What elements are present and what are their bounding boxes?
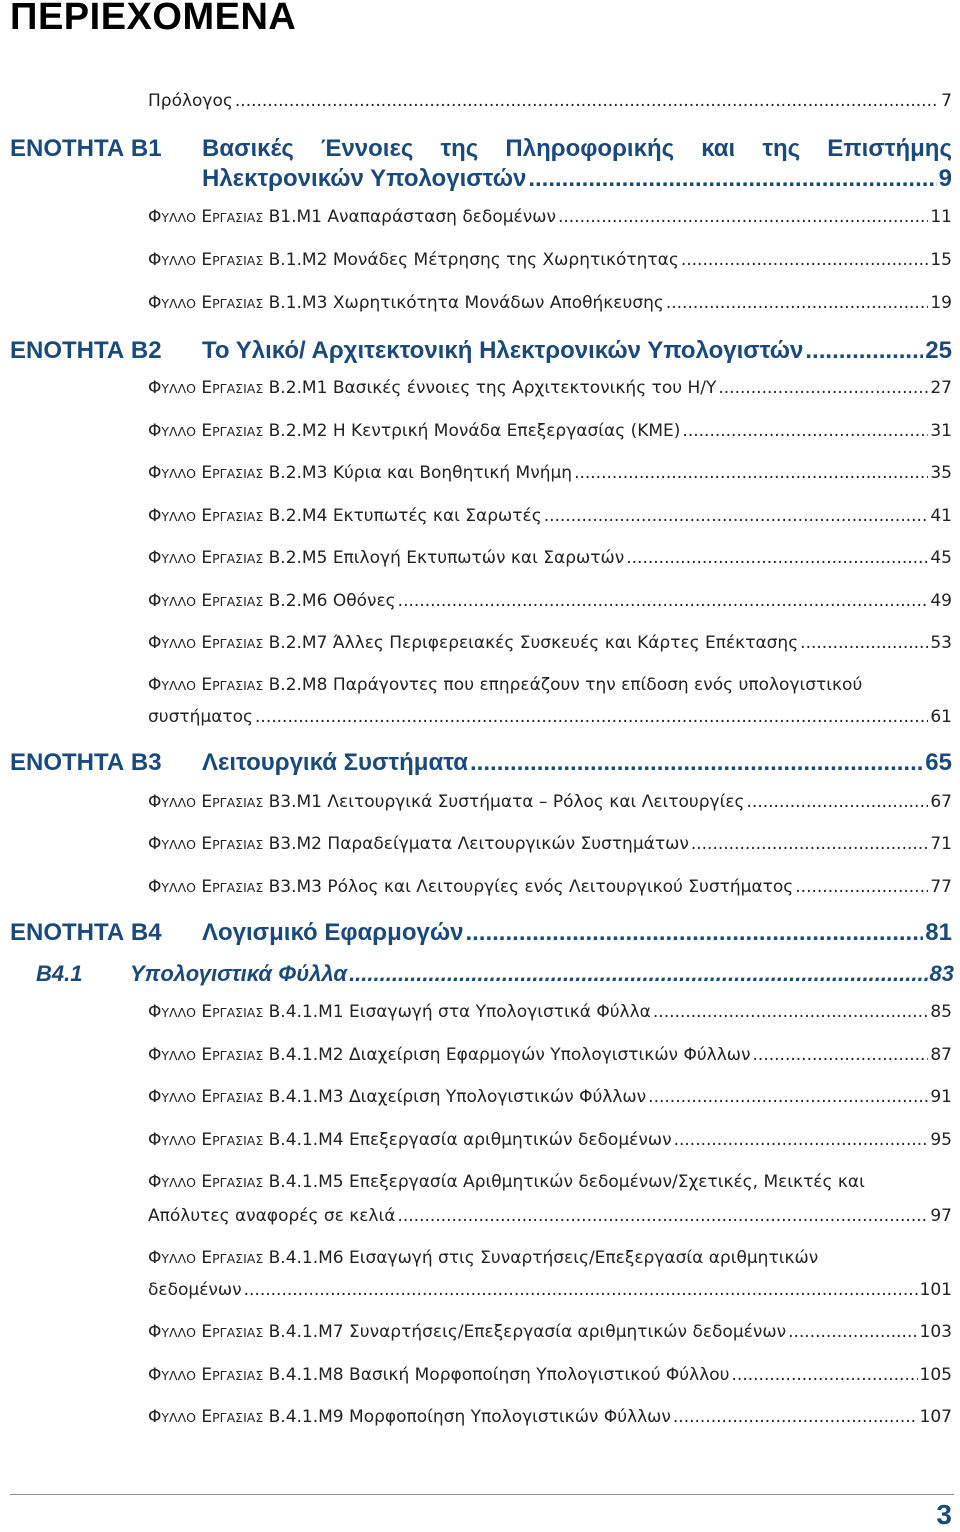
entry-page: 67	[930, 792, 952, 812]
leader-dots	[718, 377, 928, 399]
entry-page: 85	[930, 1002, 952, 1022]
entry-page: 61	[930, 707, 952, 727]
entry-title: Εκτυπωτές και Σαρωτές	[332, 506, 542, 526]
toc-entry-b1-m2[interactable]: ΦΥΛΛΟ ΕΡΓΑΣΙΑΣ Β.1.Μ2 Μονάδες Μέτρησης της Χωρητικότητας ..... 15	[148, 249, 952, 272]
section-title-line1: Βασικές Έννοιες της Πληροφορικής και της Επιστήμης	[202, 135, 952, 162]
entry-page: 19	[930, 293, 952, 313]
subsection-title: Υπολογιστικά Φύλλα	[130, 961, 348, 986]
entry-title: Συναρτήσεις/Επεξεργασία αριθμητικών δεδομένων	[349, 1322, 787, 1342]
entry-page: 71	[930, 834, 952, 854]
entry-title: Ρόλος και Λειτουργίες ενός Λειτουργικού Συστήματος	[327, 877, 794, 897]
entry-title: Επεξεργασία αριθμητικών δεδομένων	[349, 1130, 672, 1150]
entry-title: Βασική Μορφοποίηση Υπολογιστικού Φύλλου	[349, 1365, 730, 1385]
entry-page: 53	[930, 633, 952, 653]
entry-code: Β3.Μ2	[268, 834, 322, 854]
section-page: 9	[938, 165, 952, 192]
entry-page: 107	[919, 1407, 952, 1427]
entry-page: 77	[930, 877, 952, 897]
toc-entry-b41-m6[interactable]: ΦΥΛΛΟ ΕΡΓΑΣΙΑΣ Β.4.1.Μ6 Εισαγωγή στις Συναρτήσεις/Επεξεργασία αριθμητικών δεδομένων ..... 101	[148, 1247, 952, 1303]
leader-dots	[626, 547, 928, 569]
leader-dots	[805, 336, 923, 366]
leader-dots	[653, 1001, 928, 1023]
entry-code: Β.2.Μ5	[268, 548, 328, 568]
leader-dots	[753, 1044, 929, 1066]
entry-code: Β.4.1.Μ2	[268, 1045, 344, 1065]
section-title: Το Υλικό/ Αρχιτεκτονική Ηλεκτρονικών Υπολογιστών	[202, 337, 804, 364]
section-page: 65	[925, 749, 952, 776]
toc-entry-b2-m4[interactable]: ΦΥΛΛΟ ΕΡΓΑΣΙΑΣ Β.2.Μ4 Εκτυπωτές και Σαρωτές ..... 41	[148, 505, 952, 528]
entry-code: Β.2.Μ4	[268, 506, 328, 526]
toc-entry-b1-m1[interactable]: ΦΥΛΛΟ ΕΡΓΑΣΙΑΣ Β1.Μ1 Αναπαράσταση δεδομένων ..... 11	[148, 206, 952, 229]
entry-title: Μονάδες Μέτρησης της Χωρητικότητας	[332, 250, 679, 270]
leader-dots	[255, 706, 928, 728]
toc-entry-b2-m2[interactable]: ΦΥΛΛΟ ΕΡΓΑΣΙΑΣ Β.2.Μ2 Η Κεντρική Μονάδα Επεξεργασίας (ΚΜΕ) ..... 31	[148, 420, 952, 443]
entry-code: Β.1.Μ2	[268, 250, 328, 270]
entry-title: Άλλες Περιφερειακές Συσκευές και Κάρτες Επέκτασης	[332, 633, 799, 653]
entry-code: Β.2.Μ1	[268, 378, 328, 398]
section-title-line2: Ηλεκτρονικών Υπολογιστών ..... 9	[202, 164, 952, 194]
entry-page: 45	[930, 548, 952, 568]
leader-dots	[795, 876, 928, 898]
leader-dots	[544, 505, 929, 527]
entry-title: Επιλογή Εκτυπωτών και Σαρωτών	[332, 548, 625, 568]
leader-dots	[674, 1129, 929, 1151]
entry-code: Β.2.Μ6	[268, 591, 328, 611]
entry-code: Β3.Μ3	[268, 877, 322, 897]
leader-dots	[732, 1364, 918, 1386]
section-label: ΕΝΟΤΗΤΑ Β1	[10, 135, 162, 162]
page-title: ΠΕΡΙΕΧΟΜΕΝΑ	[10, 0, 297, 38]
entry-code: Β.2.Μ3	[268, 463, 328, 483]
entry-page: 91	[930, 1087, 952, 1107]
entry-page: 105	[919, 1365, 952, 1385]
subsection-label: Β4.1	[36, 961, 83, 986]
entry-code: Β.2.Μ2	[268, 421, 328, 441]
toc-subsection-b4-1[interactable]	[0, 960, 960, 990]
entry-page: 95	[930, 1130, 952, 1150]
entry-title-cont: δεδομένων	[148, 1280, 242, 1300]
toc-entry-b2-m8[interactable]: ΦΥΛΛΟ ΕΡΓΑΣΙΑΣ Β.2.Μ8 Παράγοντες που επηρεάζουν την επίδοση ενός υπολογιστικού συστήματος ..... 61	[148, 674, 952, 730]
entry-code: Β.4.1.Μ3	[268, 1087, 344, 1107]
entry-code: Β1.Μ1	[268, 207, 322, 227]
entry-title: Παράγοντες που επηρεάζουν την επίδοση ενός υπολογιστικού	[332, 675, 863, 695]
entry-title: Μορφοποίηση Υπολογιστικών Φύλλων	[349, 1407, 671, 1427]
leader-dots	[574, 462, 928, 484]
toc-entry-b41-m2[interactable]: ΦΥΛΛΟ ΕΡΓΑΣΙΑΣ Β.4.1.Μ2 Διαχείριση Εφαρμογών Υπολογιστικών Φύλλων ..... 87	[148, 1044, 952, 1067]
entry-page: 41	[930, 506, 952, 526]
subsection-page: 83	[929, 961, 954, 986]
leader-dots	[558, 206, 928, 228]
leader-dots	[244, 1279, 918, 1301]
toc-entry-prologue[interactable]	[148, 90, 952, 112]
toc-entry-b1-m3[interactable]: ΦΥΛΛΟ ΕΡΓΑΣΙΑΣ Β.1.Μ3 Χωρητικότητα Μονάδων Αποθήκευσης ..... 19	[148, 292, 952, 315]
entry-title: Επεξεργασία Αριθμητικών δεδομένων/Σχετικές, Μεικτές και	[349, 1172, 865, 1192]
entry-code: Β.4.1.Μ6	[268, 1248, 344, 1268]
entry-title: Οθόνες	[332, 591, 396, 611]
leader-dots	[349, 960, 927, 988]
entry-code: Β.2.Μ7	[268, 633, 328, 653]
leader-dots	[528, 164, 936, 194]
section-title: Λογισμικό Εφαρμογών	[202, 919, 464, 946]
toc-entry-b41-m7[interactable]: ΦΥΛΛΟ ΕΡΓΑΣΙΑΣ Β.4.1.Μ7 Συναρτήσεις/Επεξεργασία αριθμητικών δεδομένων ..... 103	[148, 1321, 952, 1344]
leader-dots	[397, 1205, 928, 1227]
leader-dots	[666, 292, 929, 314]
leader-dots	[235, 90, 939, 112]
entry-page: 27	[930, 378, 952, 398]
entry-title: Διαχείριση Υπολογιστικών Φύλλων	[349, 1087, 647, 1107]
leader-dots	[398, 590, 929, 612]
toc-entry-b41-m3[interactable]: ΦΥΛΛΟ ΕΡΓΑΣΙΑΣ Β.4.1.Μ3 Διαχείριση Υπολογιστικών Φύλλων ..... 91	[148, 1086, 952, 1109]
leader-dots	[648, 1086, 928, 1108]
entry-title: Εισαγωγή στα Υπολογιστικά Φύλλα	[349, 1002, 651, 1022]
leader-dots	[691, 833, 929, 855]
leader-dots	[788, 1321, 917, 1343]
entry-title: Παραδείγματα Λειτουργικών Συστημάτων	[327, 834, 689, 854]
entry-code: Β.4.1.Μ9	[268, 1407, 344, 1427]
toc-entry-b41-m4[interactable]: ΦΥΛΛΟ ΕΡΓΑΣΙΑΣ Β.4.1.Μ4 Επεξεργασία αριθμητικών δεδομένων ..... 95	[148, 1129, 952, 1152]
section-label: ΕΝΟΤΗΤΑ Β2	[10, 337, 162, 364]
toc-section-b2[interactable]	[0, 334, 960, 366]
leader-dots	[681, 249, 929, 271]
leader-dots	[747, 791, 929, 813]
entry-title: Διαχείριση Εφαρμογών Υπολογιστικών Φύλλων	[349, 1045, 751, 1065]
entry-page: 101	[919, 1280, 952, 1300]
toc-section-b4[interactable]	[0, 918, 960, 950]
toc-entry-b3-m1[interactable]: ΦΥΛΛΟ ΕΡΓΑΣΙΑΣ Β3.Μ1 Λειτουργικά Συστήματα – Ρόλος και Λειτουργίες ..... 67	[148, 791, 952, 814]
section-title: Λειτουργικά Συστήματα	[202, 749, 469, 776]
entry-code: Β.1.Μ3	[268, 293, 328, 313]
toc-section-b1[interactable]	[0, 132, 960, 194]
entry-code: Β.4.1.Μ1	[268, 1002, 344, 1022]
section-page: 81	[925, 919, 952, 946]
toc-section-b3[interactable]	[0, 748, 960, 780]
toc-entry-b41-m1[interactable]: ΦΥΛΛΟ ΕΡΓΑΣΙΑΣ Β.4.1.Μ1 Εισαγωγή στα Υπολογιστικά Φύλλα ..... 85	[148, 1001, 952, 1024]
toc-entry-b3-m2[interactable]: ΦΥΛΛΟ ΕΡΓΑΣΙΑΣ Β3.Μ2 Παραδείγματα Λειτουργικών Συστημάτων ..... 71	[148, 833, 952, 856]
toc-entry-b2-m7[interactable]: ΦΥΛΛΟ ΕΡΓΑΣΙΑΣ Β.2.Μ7 Άλλες Περιφερειακές Συσκευές και Κάρτες Επέκτασης ..... 53	[148, 632, 952, 655]
toc-entry-b41-m5[interactable]: ΦΥΛΛΟ ΕΡΓΑΣΙΑΣ Β.4.1.Μ5 Επεξεργασία Αριθμητικών δεδομένων/Σχετικές, Μεικτές και Απόλυτες αναφορές σε κελιά ..... 97	[148, 1171, 952, 1227]
entry-code: Β3.Μ1	[268, 792, 322, 812]
section-page: 25	[925, 337, 952, 364]
entry-page: 15	[930, 250, 952, 270]
entry-title: Εισαγωγή στις Συναρτήσεις/Επεξεργασία αριθμητικών	[349, 1248, 819, 1268]
toc-entry-b2-m3[interactable]: ΦΥΛΛΟ ΕΡΓΑΣΙΑΣ Β.2.Μ3 Κύρια και Βοηθητική Μνήμη ..... 35	[148, 462, 952, 485]
toc-entry-b41-m8[interactable]: ΦΥΛΛΟ ΕΡΓΑΣΙΑΣ Β.4.1.Μ8 Βασική Μορφοποίηση Υπολογιστικού Φύλλου ..... 105	[148, 1364, 952, 1387]
toc-entry-b3-m3[interactable]: ΦΥΛΛΟ ΕΡΓΑΣΙΑΣ Β3.Μ3 Ρόλος και Λειτουργίες ενός Λειτουργικού Συστήματος ..... 77	[148, 876, 952, 899]
page-number: 3	[936, 1499, 952, 1530]
toc-entry-b2-m6[interactable]: ΦΥΛΛΟ ΕΡΓΑΣΙΑΣ Β.2.Μ6 Οθόνες ..... 49	[148, 590, 952, 613]
leader-dots	[673, 1406, 918, 1428]
entry-page: 35	[930, 463, 952, 483]
leader-dots	[682, 420, 928, 442]
entry-code: Β.4.1.Μ7	[268, 1322, 344, 1342]
entry-page: 49	[930, 591, 952, 611]
entry-page: 31	[930, 421, 952, 441]
entry-title: Η Κεντρική Μονάδα Επεξεργασίας (ΚΜΕ)	[332, 421, 681, 441]
entry-title: Βασικές έννοιες της Αρχιτεκτονικής του Η/Υ	[332, 378, 717, 398]
entry-code: Β.4.1.Μ4	[268, 1130, 344, 1150]
entry-title: Λειτουργικά Συστήματα – Ρόλος και Λειτουργίες	[327, 792, 745, 812]
section-label: ΕΝΟΤΗΤΑ Β3	[10, 749, 162, 776]
entry-page: 103	[919, 1322, 952, 1342]
leader-dots	[470, 748, 923, 778]
toc-entry-b2-m1[interactable]: ΦΥΛΛΟ ΕΡΓΑΣΙΑΣ Β.2.Μ1 Βασικές έννοιες της Αρχιτεκτονικής του Η/Υ ..... 27	[148, 377, 952, 400]
leader-dots	[800, 632, 928, 654]
entry-page: 11	[930, 207, 952, 227]
entry-page: 97	[930, 1206, 952, 1226]
entry-title-cont: συστήματος	[148, 707, 254, 727]
entry-title-cont: Απόλυτες αναφορές σε κελιά	[148, 1206, 396, 1226]
entry-title: Πρόλογος	[148, 91, 233, 111]
entry-title: Χωρητικότητα Μονάδων Αποθήκευσης	[332, 293, 664, 313]
entry-code: Β.4.1.Μ8	[268, 1365, 344, 1385]
section-label: ΕΝΟΤΗΤΑ Β4	[10, 919, 162, 946]
entry-title: Αναπαράσταση δεδομένων	[327, 207, 556, 227]
toc-entry-b2-m5[interactable]: ΦΥΛΛΟ ΕΡΓΑΣΙΑΣ Β.2.Μ5 Επιλογή Εκτυπωτών και Σαρωτών ..... 45	[148, 547, 952, 570]
footer-divider	[10, 1494, 954, 1495]
toc-entry-b41-m9[interactable]: ΦΥΛΛΟ ΕΡΓΑΣΙΑΣ Β.4.1.Μ9 Μορφοποίηση Υπολογιστικών Φύλλων ..... 107	[148, 1406, 952, 1429]
entry-title: Κύρια και Βοηθητική Μνήμη	[332, 463, 573, 483]
entry-page: 7	[941, 91, 952, 111]
entry-code: Β.4.1.Μ5	[268, 1172, 344, 1192]
entry-page: 87	[930, 1045, 952, 1065]
leader-dots	[465, 918, 923, 948]
entry-code: Β.2.Μ8	[268, 675, 328, 695]
